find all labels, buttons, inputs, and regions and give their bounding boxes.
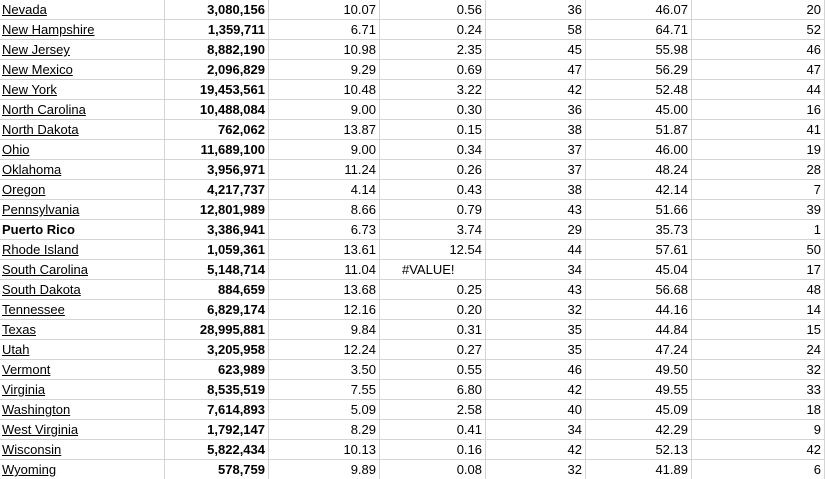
value-cell-2[interactable]: 0.25: [380, 280, 486, 300]
value-cell-1[interactable]: 9.00: [269, 140, 380, 160]
value-cell-1[interactable]: 13.68: [269, 280, 380, 300]
population-cell[interactable]: 1,359,711: [165, 20, 269, 40]
value-cell-4[interactable]: 46.07: [586, 0, 692, 20]
value-cell-4[interactable]: 56.68: [586, 280, 692, 300]
rank-cell[interactable]: 28: [692, 160, 825, 180]
state-name-cell[interactable]: Texas: [0, 320, 165, 340]
value-cell-1[interactable]: 6.73: [269, 220, 380, 240]
value-cell-3[interactable]: 32: [486, 300, 586, 320]
population-cell[interactable]: 884,659: [165, 280, 269, 300]
value-cell-3[interactable]: 29: [486, 220, 586, 240]
value-cell-2[interactable]: 12.54: [380, 240, 486, 260]
table-row: [0, 20, 825, 40]
population-cell[interactable]: 8,882,190: [165, 40, 269, 60]
value-cell-1[interactable]: 12.24: [269, 340, 380, 360]
value-cell-4[interactable]: 56.29: [586, 60, 692, 80]
population-cell[interactable]: 11,689,100: [165, 140, 269, 160]
value-cell-2[interactable]: 0.20: [380, 300, 486, 320]
value-cell-3[interactable]: 38: [486, 180, 586, 200]
value-cell-2[interactable]: 0.69: [380, 60, 486, 80]
state-name-cell[interactable]: Ohio: [0, 140, 165, 160]
value-cell-4[interactable]: 52.13: [586, 440, 692, 460]
value-cell-3[interactable]: 42: [486, 80, 586, 100]
population-cell[interactable]: 6,829,174: [165, 300, 269, 320]
value-cell-4[interactable]: 42.29: [586, 420, 692, 440]
state-name-cell[interactable]: New Jersey: [0, 40, 165, 60]
rank-cell[interactable]: 19: [692, 140, 825, 160]
value-cell-3[interactable]: 46: [486, 360, 586, 380]
population-cell[interactable]: 1,059,361: [165, 240, 269, 260]
table-row: [0, 100, 825, 120]
rank-cell[interactable]: 52: [692, 20, 825, 40]
table-row: [0, 360, 825, 380]
value-cell-3[interactable]: 45: [486, 40, 586, 60]
rank-cell[interactable]: 47: [692, 60, 825, 80]
value-cell-4[interactable]: 64.71: [586, 20, 692, 40]
value-cell-4[interactable]: 41.89: [586, 460, 692, 479]
rank-cell[interactable]: 46: [692, 40, 825, 60]
value-cell-2[interactable]: 0.43: [380, 180, 486, 200]
population-cell[interactable]: 5,822,434: [165, 440, 269, 460]
state-name-cell[interactable]: South Dakota: [0, 280, 165, 300]
value-cell-2[interactable]: 0.31: [380, 320, 486, 340]
value-cell-1[interactable]: 10.98: [269, 40, 380, 60]
rank-cell[interactable]: 15: [692, 320, 825, 340]
rank-cell[interactable]: 41: [692, 120, 825, 140]
table-row: [0, 400, 825, 420]
value-cell-3[interactable]: 35: [486, 320, 586, 340]
value-cell-3[interactable]: 34: [486, 260, 586, 280]
value-cell-4[interactable]: 45.09: [586, 400, 692, 420]
value-cell-1[interactable]: 10.48: [269, 80, 380, 100]
rank-cell[interactable]: 7: [692, 180, 825, 200]
value-cell-2[interactable]: 0.16: [380, 440, 486, 460]
value-cell-4[interactable]: 45.04: [586, 260, 692, 280]
population-cell[interactable]: 578,759: [165, 460, 269, 479]
value-cell-2[interactable]: 3.22: [380, 80, 486, 100]
state-name-cell[interactable]: New York: [0, 80, 165, 100]
state-name-cell[interactable]: Utah: [0, 340, 165, 360]
rank-cell[interactable]: 1: [692, 220, 825, 240]
table-row: [0, 60, 825, 80]
rank-cell[interactable]: 42: [692, 440, 825, 460]
value-cell-4[interactable]: 49.55: [586, 380, 692, 400]
rank-cell[interactable]: 44: [692, 80, 825, 100]
value-cell-2[interactable]: 0.27: [380, 340, 486, 360]
value-cell-3[interactable]: 42: [486, 380, 586, 400]
value-cell-4[interactable]: 42.14: [586, 180, 692, 200]
value-cell-4[interactable]: 35.73: [586, 220, 692, 240]
population-cell[interactable]: 1,792,147: [165, 420, 269, 440]
state-name-cell[interactable]: Puerto Rico: [0, 220, 165, 240]
value-cell-1[interactable]: 9.29: [269, 60, 380, 80]
value-cell-3[interactable]: 35: [486, 340, 586, 360]
state-name-cell[interactable]: Oregon: [0, 180, 165, 200]
population-cell[interactable]: 3,956,971: [165, 160, 269, 180]
state-name-cell[interactable]: Vermont: [0, 360, 165, 380]
table-row: [0, 280, 825, 300]
value-cell-2[interactable]: 0.30: [380, 100, 486, 120]
state-name-cell[interactable]: Tennessee: [0, 300, 165, 320]
table-row: [0, 140, 825, 160]
value-cell-4[interactable]: 47.24: [586, 340, 692, 360]
table-row: [0, 200, 825, 220]
rank-cell[interactable]: 18: [692, 400, 825, 420]
value-cell-3[interactable]: 40: [486, 400, 586, 420]
value-cell-2[interactable]: 0.34: [380, 140, 486, 160]
value-cell-4[interactable]: 44.16: [586, 300, 692, 320]
state-name-cell[interactable]: Washington: [0, 400, 165, 420]
population-cell[interactable]: 10,488,084: [165, 100, 269, 120]
population-cell[interactable]: 19,453,561: [165, 80, 269, 100]
value-cell-3[interactable]: 42: [486, 440, 586, 460]
rank-cell[interactable]: 33: [692, 380, 825, 400]
value-cell-3[interactable]: 37: [486, 160, 586, 180]
population-cell[interactable]: 3,205,958: [165, 340, 269, 360]
population-cell[interactable]: 28,995,881: [165, 320, 269, 340]
state-name-cell[interactable]: South Carolina: [0, 260, 165, 280]
value-cell-3[interactable]: 44: [486, 240, 586, 260]
value-cell-4[interactable]: 51.87: [586, 120, 692, 140]
value-cell-2[interactable]: 0.15: [380, 120, 486, 140]
state-name-cell[interactable]: Virginia: [0, 380, 165, 400]
rank-cell[interactable]: 14: [692, 300, 825, 320]
value-cell-1[interactable]: 7.55: [269, 380, 380, 400]
rank-cell[interactable]: 48: [692, 280, 825, 300]
rank-cell[interactable]: 16: [692, 100, 825, 120]
value-cell-1[interactable]: 4.14: [269, 180, 380, 200]
table-row: [0, 420, 825, 440]
rank-cell[interactable]: 6: [692, 460, 825, 479]
table-row: [0, 300, 825, 320]
value-cell-1[interactable]: 6.71: [269, 20, 380, 40]
table-row: [0, 460, 825, 479]
state-name-cell[interactable]: New Mexico: [0, 60, 165, 80]
value-cell-2[interactable]: 3.74: [380, 220, 486, 240]
table-row: [0, 120, 825, 140]
state-name-cell[interactable]: New Hampshire: [0, 20, 165, 40]
value-cell-3[interactable]: 43: [486, 200, 586, 220]
rank-cell[interactable]: 24: [692, 340, 825, 360]
value-cell-2[interactable]: 0.41: [380, 420, 486, 440]
table-row: [0, 160, 825, 180]
value-cell-2[interactable]: 0.26: [380, 160, 486, 180]
rank-cell[interactable]: 50: [692, 240, 825, 260]
value-cell-4[interactable]: 49.50: [586, 360, 692, 380]
table-row: [0, 240, 825, 260]
value-cell-2[interactable]: 0.56: [380, 0, 486, 20]
rank-cell[interactable]: 9: [692, 420, 825, 440]
value-cell-1[interactable]: 3.50: [269, 360, 380, 380]
value-cell-3[interactable]: 32: [486, 460, 586, 479]
value-cell-2[interactable]: 2.58: [380, 400, 486, 420]
state-name-cell[interactable]: Wisconsin: [0, 440, 165, 460]
value-cell-3[interactable]: 38: [486, 120, 586, 140]
table-row: [0, 440, 825, 460]
table-row: [0, 40, 825, 60]
rank-cell[interactable]: 39: [692, 200, 825, 220]
value-cell-1[interactable]: 8.29: [269, 420, 380, 440]
value-cell-4[interactable]: 51.66: [586, 200, 692, 220]
value-cell-3[interactable]: 37: [486, 140, 586, 160]
value-cell-1[interactable]: 10.13: [269, 440, 380, 460]
value-cell-3[interactable]: 34: [486, 420, 586, 440]
population-cell[interactable]: 7,614,893: [165, 400, 269, 420]
population-cell[interactable]: 623,989: [165, 360, 269, 380]
value-cell-3[interactable]: 43: [486, 280, 586, 300]
state-name-cell[interactable]: Wyoming: [0, 460, 165, 479]
value-cell-2[interactable]: 2.35: [380, 40, 486, 60]
rank-cell[interactable]: 20: [692, 0, 825, 20]
population-cell[interactable]: 3,386,941: [165, 220, 269, 240]
rank-cell[interactable]: 17: [692, 260, 825, 280]
value-cell-2[interactable]: 0.55: [380, 360, 486, 380]
state-name-cell[interactable]: Rhode Island: [0, 240, 165, 260]
table-row: [0, 320, 825, 340]
population-cell[interactable]: 762,062: [165, 120, 269, 140]
value-cell-3[interactable]: 47: [486, 60, 586, 80]
value-cell-1[interactable]: 12.16: [269, 300, 380, 320]
state-name-cell[interactable]: North Dakota: [0, 120, 165, 140]
value-cell-1[interactable]: 9.00: [269, 100, 380, 120]
table-row: [0, 220, 825, 240]
value-cell-1[interactable]: 9.89: [269, 460, 380, 479]
population-cell[interactable]: 5,148,714: [165, 260, 269, 280]
value-cell-4[interactable]: 45.00: [586, 100, 692, 120]
value-cell-4[interactable]: 44.84: [586, 320, 692, 340]
value-cell-1[interactable]: 13.87: [269, 120, 380, 140]
value-cell-3[interactable]: 36: [486, 0, 586, 20]
table-row: [0, 340, 825, 360]
value-cell-1[interactable]: 13.61: [269, 240, 380, 260]
value-cell-1[interactable]: 11.24: [269, 160, 380, 180]
state-name-cell[interactable]: North Carolina: [0, 100, 165, 120]
population-cell[interactable]: 12,801,989: [165, 200, 269, 220]
state-name-cell[interactable]: West Virginia: [0, 420, 165, 440]
value-cell-1[interactable]: 11.04: [269, 260, 380, 280]
value-cell-1[interactable]: 9.84: [269, 320, 380, 340]
value-cell-4[interactable]: 48.24: [586, 160, 692, 180]
population-cell[interactable]: 8,535,519: [165, 380, 269, 400]
state-name-cell[interactable]: Pennsylvania: [0, 200, 165, 220]
table-row: [0, 260, 825, 280]
table-row: [0, 180, 825, 200]
population-cell[interactable]: 4,217,737: [165, 180, 269, 200]
rank-cell[interactable]: 32: [692, 360, 825, 380]
value-cell-1[interactable]: 10.07: [269, 0, 380, 20]
value-cell-1[interactable]: 8.66: [269, 200, 380, 220]
value-cell-2[interactable]: 6.80: [380, 380, 486, 400]
state-name-cell[interactable]: Oklahoma: [0, 160, 165, 180]
value-cell-2[interactable]: 0.24: [380, 20, 486, 40]
value-cell-4[interactable]: 46.00: [586, 140, 692, 160]
value-cell-3[interactable]: 58: [486, 20, 586, 40]
value-cell-2[interactable]: #VALUE!: [380, 260, 486, 280]
value-cell-1[interactable]: 5.09: [269, 400, 380, 420]
population-cell[interactable]: 3,080,156: [165, 0, 269, 20]
population-cell[interactable]: 2,096,829: [165, 60, 269, 80]
value-cell-4[interactable]: 55.98: [586, 40, 692, 60]
value-cell-4[interactable]: 52.48: [586, 80, 692, 100]
table-row: [0, 80, 825, 100]
value-cell-3[interactable]: 36: [486, 100, 586, 120]
value-cell-4[interactable]: 57.61: [586, 240, 692, 260]
state-name-cell[interactable]: Nevada: [0, 0, 165, 20]
value-cell-2[interactable]: 0.08: [380, 460, 486, 479]
table-row: [0, 0, 825, 20]
value-cell-2[interactable]: 0.79: [380, 200, 486, 220]
table-row: [0, 380, 825, 400]
